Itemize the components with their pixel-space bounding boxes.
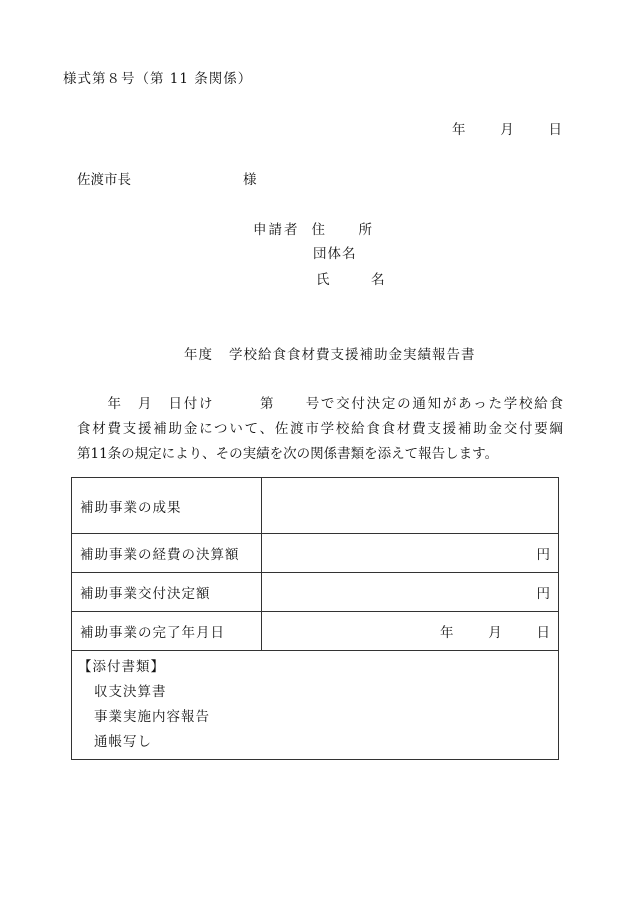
- group-name-label: 団体名: [313, 246, 357, 262]
- completion-month-label: 月: [488, 625, 502, 641]
- report-table: [71, 477, 559, 760]
- address-label: 住 所: [311, 222, 382, 238]
- attachment-item: 収支決算書: [94, 684, 167, 700]
- table-row: [72, 573, 559, 612]
- applicant-address-row: [253, 218, 382, 238]
- attachment-item: 事業実施内容報告: [94, 709, 210, 725]
- attachment-item: 通帳写し: [94, 734, 152, 750]
- body-paragraph: [77, 392, 563, 467]
- table-row: [72, 612, 559, 651]
- result-label: 補助事業の成果: [72, 478, 262, 534]
- grant-decision-value[interactable]: 円: [262, 573, 559, 612]
- grant-decision-label: 補助事業交付決定額: [72, 573, 262, 612]
- submission-date: [452, 118, 562, 138]
- addressee: [77, 168, 257, 188]
- expense-settlement-value[interactable]: 円: [262, 534, 559, 573]
- addressee-honorific: 様: [243, 172, 257, 188]
- addressee-name: 佐渡市長: [77, 172, 131, 188]
- completion-year-label: 年: [440, 625, 454, 641]
- expense-settlement-label: 補助事業の経費の決算額: [72, 534, 262, 573]
- body-line: 第11条の規定により、その実績を次の関係書類を添えて報告します。: [77, 446, 499, 462]
- form-number: 様式第８号（第 11 条関係）: [63, 71, 253, 87]
- completion-date-label: 補助事業の完了年月日: [72, 612, 262, 651]
- title-text: 学校給食食材費支援補助金実績報告書: [229, 347, 476, 363]
- title-year-label: 年度: [184, 347, 213, 363]
- table-row: [72, 534, 559, 573]
- applicant-label: 申請者: [253, 222, 300, 238]
- person-name-label: 氏 名: [316, 272, 399, 288]
- body-line: 食材費支援補助金について、佐渡市学校給食食材費支援補助金交付要綱: [77, 421, 563, 437]
- completion-day-label: 日: [536, 625, 550, 641]
- date-day-label: 日: [548, 122, 562, 138]
- attachments-title: 【添付書類】: [78, 659, 165, 675]
- result-value[interactable]: [262, 478, 559, 534]
- date-month-label: 月: [500, 122, 514, 138]
- body-line: 年 月 日付け 第 号で交付決定の通知があった学校給食: [77, 396, 563, 412]
- date-year-label: 年: [452, 122, 466, 138]
- document-title: [184, 343, 476, 363]
- completion-date-value[interactable]: [262, 612, 559, 651]
- attachments-cell: [72, 651, 559, 760]
- table-row: [72, 478, 559, 534]
- table-row: [72, 651, 559, 760]
